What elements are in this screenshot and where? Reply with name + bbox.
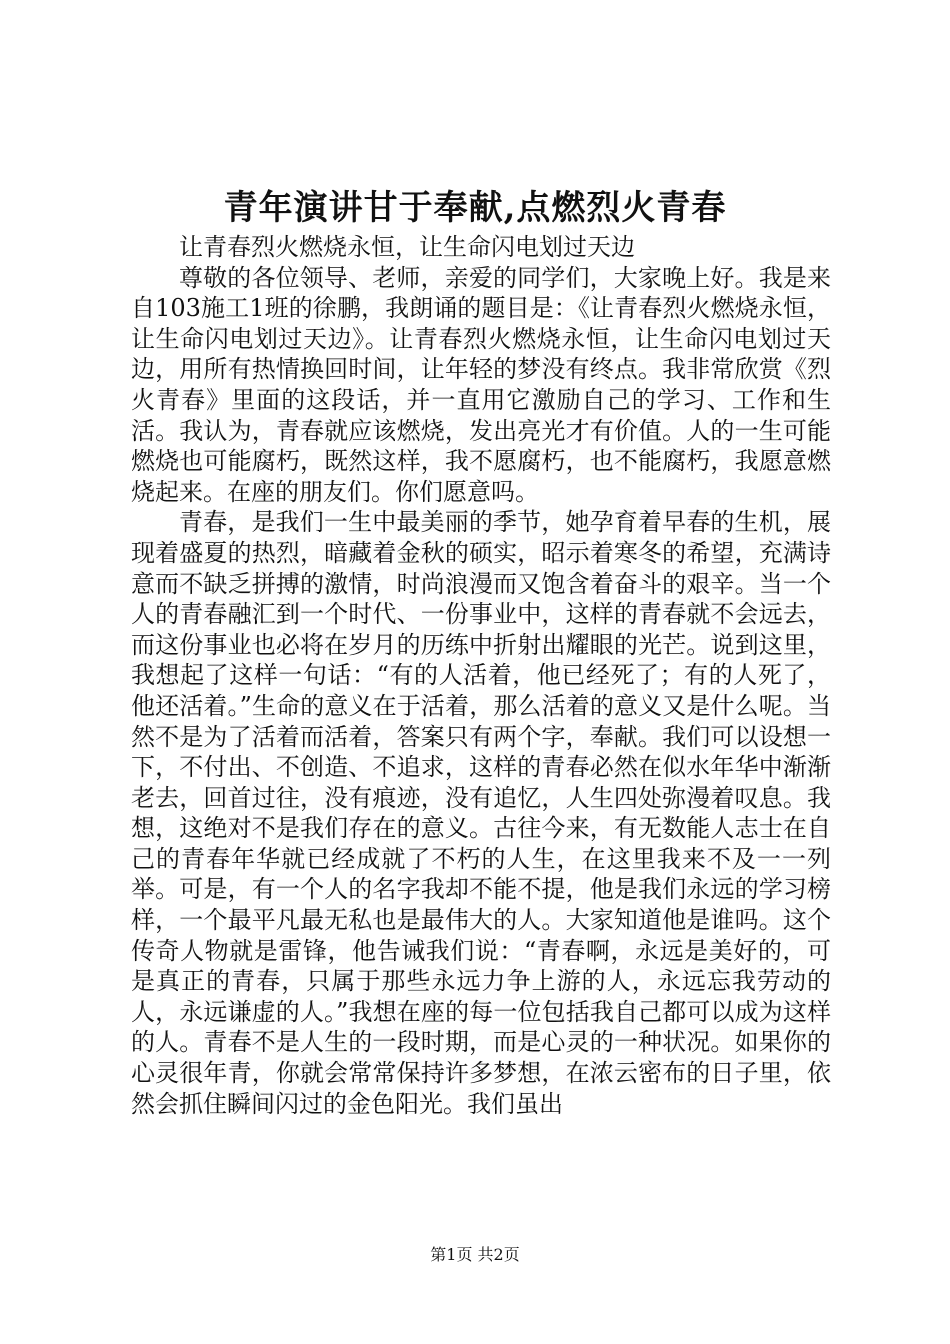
paragraph: 青春，是我们一生中最美丽的季节，她孕育着早春的生机，展现着盛夏的热烈，暗藏着金秋的硕实，昭示着寒冬的希望，充满诗意而不缺乏拼搏的激情，时尚浪漫而又饱含着奋斗的艰辛。当一个人的青春融汇到一个时代、一份事业中，这样的青春就不会远去，而这份事业也必将在岁月的历练中折射出耀眼的光芒。说到这里，我想起了这样一句话：“有的人活着，他已经死了；有的人死了，他还活着。”生命的意义在于活着，那么活着的意义又是什么呢。当然不是为了活着而活着，答案只有两个字，奉献。我们可以设想一下，不付出、不创造、不追求，这样的青春必然在似水年华中渐渐老去，回首过往，没有痕迹，没有追忆，人生四处弥漫着叹息。我想，这绝对不是我们存在的意义。古往今来，有无数能人志士在自己的青春年华就已经成就了不朽的人生，在这里我来不及一一列举。可是，有一个人的名字我却不能不提，他是我们永远的学习榜样，一个最平凡最无私也是最伟大的人。大家知道他是谁吗。这个传奇人物就是雷锋，他告诫我们说：“青春啊，永远是美好的，可是真正的青春，只属于那些永远力争上游的人，永远忘我劳动的人，永远谦虚的人。”我想在座的每一位包括我自己都可以成为这样的人。青春不是人生的一段时期，而是心灵的一种状况。如果你的心灵很年青，你就会常常保持许多梦想，在浓云密布的日子里，依然会抓住瞬间闪过的金色阳光。我们虽出 [131,508,831,1118]
document-title: 青年演讲甘于奉献,点燃烈火青春 [223,188,727,228]
paragraph: 尊敬的各位领导、老师，亲爱的同学们，大家晚上好。我是来自103施工1班的徐鹏，我朗诵的题目是：《让青春烈火燃烧永恒，让生命闪电划过天边》。让青春烈火燃烧永恒，让生命闪电划过天边，用所有热情换回时间，让年轻的梦没有终点。我非常欣赏《烈火青春》里面的这段话，并一直用它激励自己的学习、工作和生活。我认为，青春就应该燃烧，发出亮光才有价值。人的一生可能燃烧也可能腐朽，既然这样，我不愿腐朽，也不能腐朽，我愿意燃烧起来。在座的朋友们。你们愿意吗。 [131,263,831,506]
paragraph-subtitle: 让青春烈火燃烧永恒，让生命闪电划过天边 [179,233,635,261]
page-footer: 第1页 共2页 [430,1245,520,1264]
document-body [131,232,831,1119]
